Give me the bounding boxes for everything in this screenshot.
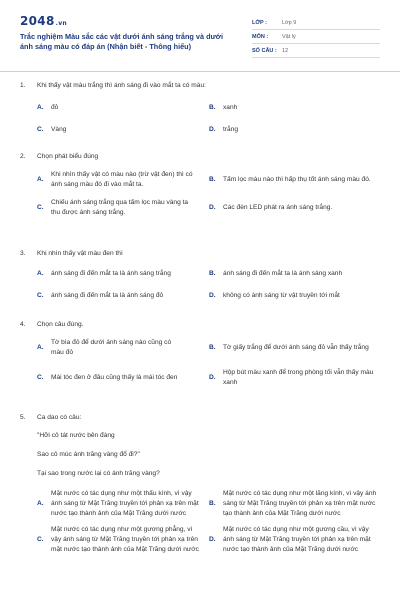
quote-line: "Hỡi cô tát nước bên đàng — [37, 432, 115, 439]
quote-line: Sao cô múc ánh trăng vàng đổ đi?" — [37, 451, 140, 458]
meta-table — [252, 16, 380, 58]
option-c[interactable] — [37, 291, 209, 301]
option-text: Hộp bút màu xanh để trong phòng tối vẫn thấy màu xanh — [223, 369, 374, 386]
option-letter: B. — [209, 104, 216, 111]
option-a[interactable] — [37, 103, 209, 113]
question-1 — [20, 81, 380, 135]
meta-value: Lớp 9 — [282, 19, 297, 26]
option-letter: D. — [209, 374, 216, 381]
question-number: 5. — [20, 414, 26, 421]
option-letter: A. — [37, 344, 44, 351]
option-letter: B. — [209, 500, 216, 507]
question-number: 2. — [20, 153, 26, 160]
option-d[interactable] — [209, 125, 381, 135]
option-letter: C. — [37, 292, 44, 299]
meta-key: LỚP : — [252, 19, 267, 26]
option-text: Mặt nước có tác dụng như một gương phẳng, vì vậy ánh sáng từ Mặt Trăng truyền tới phản xạ trên mặt nước tạo thành ảnh của Mặt Trăng dưới nước — [51, 526, 199, 553]
meta-key: MÔN : — [252, 33, 269, 40]
question-4 — [20, 320, 380, 388]
worksheet-header — [0, 0, 400, 72]
option-text: Mặt nước có tác dụng như một thấu kính, vì vậy ánh sáng từ Mặt Trăng truyền tới phản xạ trên mặt nước tạo thành ảnh của Mặt Trăng dưới nước — [51, 490, 199, 517]
option-text: ánh sáng đi đến mắt ta là ánh sáng trắng — [51, 270, 171, 277]
option-text: trắng — [223, 126, 239, 133]
option-text: Tờ bìa đỏ để dưới ánh sáng nào cũng có màu đỏ — [51, 339, 172, 356]
option-a[interactable] — [37, 170, 209, 190]
option-text: Tờ giấy trắng để dưới ánh sáng đỏ vẫn thấy trắng — [223, 344, 369, 351]
option-letter: B. — [209, 176, 216, 183]
option-text: đỏ — [51, 104, 59, 111]
option-b[interactable] — [209, 269, 381, 279]
option-d[interactable] — [209, 368, 381, 388]
option-text: không có ánh sáng từ vật truyền tới mắt — [223, 292, 340, 299]
option-text: ánh sáng đi đến mắt ta là ánh sáng xanh — [223, 270, 343, 277]
quote-line: Tại sao trong nước lại có ánh trăng vàng? — [37, 470, 160, 477]
meta-row-subject — [252, 30, 380, 44]
option-letter: D. — [209, 536, 216, 543]
option-text: Chiếu ánh sáng trắng qua tấm lọc màu vàng ta thu được ánh sáng trắng. — [51, 199, 189, 216]
question-number: 3. — [20, 250, 26, 257]
option-letter: D. — [209, 292, 216, 299]
option-c[interactable] — [37, 198, 209, 218]
option-text: ánh sáng đi đến mắt ta là ánh sáng đỏ — [51, 292, 164, 299]
option-text: Tấm lọc màu nào thì hấp thụ tốt ánh sáng màu đó. — [223, 176, 371, 183]
option-letter: A. — [37, 176, 44, 183]
option-letter: A. — [37, 500, 44, 507]
logo-text: 2048 — [20, 14, 55, 28]
meta-row-count — [252, 44, 380, 58]
meta-value: 12 — [282, 47, 289, 54]
option-letter: B. — [209, 270, 216, 277]
option-letter: C. — [37, 374, 44, 381]
option-b[interactable] — [209, 489, 381, 519]
question-text: Khi nhìn thấy vật màu đen thì — [37, 250, 123, 257]
option-d[interactable] — [209, 525, 381, 555]
option-letter: A. — [37, 104, 44, 111]
option-b[interactable] — [209, 338, 381, 358]
option-a[interactable] — [37, 489, 209, 519]
question-text: Chọn câu đúng. — [37, 321, 84, 328]
option-letter: C. — [37, 204, 44, 211]
question-text: Khi thấy vật màu trắng thì ánh sáng đi vào mắt ta có màu: — [37, 82, 206, 89]
question-3 — [20, 249, 380, 301]
option-b[interactable] — [209, 103, 381, 113]
question-text: Chọn phát biểu đúng — [37, 153, 99, 160]
option-d[interactable] — [209, 291, 381, 301]
option-letter: C. — [37, 536, 44, 543]
question-number: 1. — [20, 82, 26, 89]
option-text: Mặt nước có tác dụng như một lăng kính, vì vậy ánh sáng từ Mặt Trăng truyền tới phản xạ trên mặt nước tạo thành ảnh của Mặt Trăng dưới nước — [223, 490, 377, 517]
meta-key: SỐ CÂU : — [252, 47, 277, 54]
option-letter: C. — [37, 126, 44, 133]
option-a[interactable] — [37, 338, 209, 358]
option-text: xanh — [223, 104, 238, 111]
meta-row-grade — [252, 16, 380, 30]
option-b[interactable] — [209, 170, 381, 190]
question-text: Ca dao có câu: — [37, 414, 82, 421]
option-c[interactable] — [37, 125, 209, 135]
option-letter: A. — [37, 270, 44, 277]
poem-quote — [37, 431, 380, 479]
page-title: Trắc nghiệm Màu sắc các vật dưới ánh sáng trắng và dưới ánh sáng màu có đáp án (Nhận biết - Thông hiểu) — [20, 32, 224, 51]
option-c[interactable] — [37, 525, 209, 555]
option-c[interactable] — [37, 368, 209, 388]
question-2 — [20, 152, 380, 218]
logo-suffix: .vn — [55, 20, 67, 27]
option-a[interactable] — [37, 269, 209, 279]
question-5 — [20, 413, 380, 555]
option-text: Mặt nước có tác dụng như một gương cầu, vì vậy ánh sáng từ Mặt Trăng truyền tới phản xạ trên mặt nước tạo thành ảnh của Mặt Trăng dưới nước — [223, 526, 371, 553]
option-letter: D. — [209, 126, 216, 133]
meta-value: Vật lý — [282, 33, 296, 40]
option-text: Các đèn LED phát ra ánh sáng trắng. — [223, 204, 333, 211]
option-text: Vàng — [51, 126, 67, 133]
option-letter: D. — [209, 204, 216, 211]
option-letter: B. — [209, 344, 216, 351]
option-text: Mái tóc đen ở đâu cũng thấy là mái tóc đen — [51, 374, 178, 381]
option-d[interactable] — [209, 198, 381, 218]
question-number: 4. — [20, 321, 26, 328]
option-text: Khi nhìn thấy vật có màu nào (trừ vật đen) thì có ánh sáng màu đó đi vào mắt ta. — [51, 171, 193, 188]
